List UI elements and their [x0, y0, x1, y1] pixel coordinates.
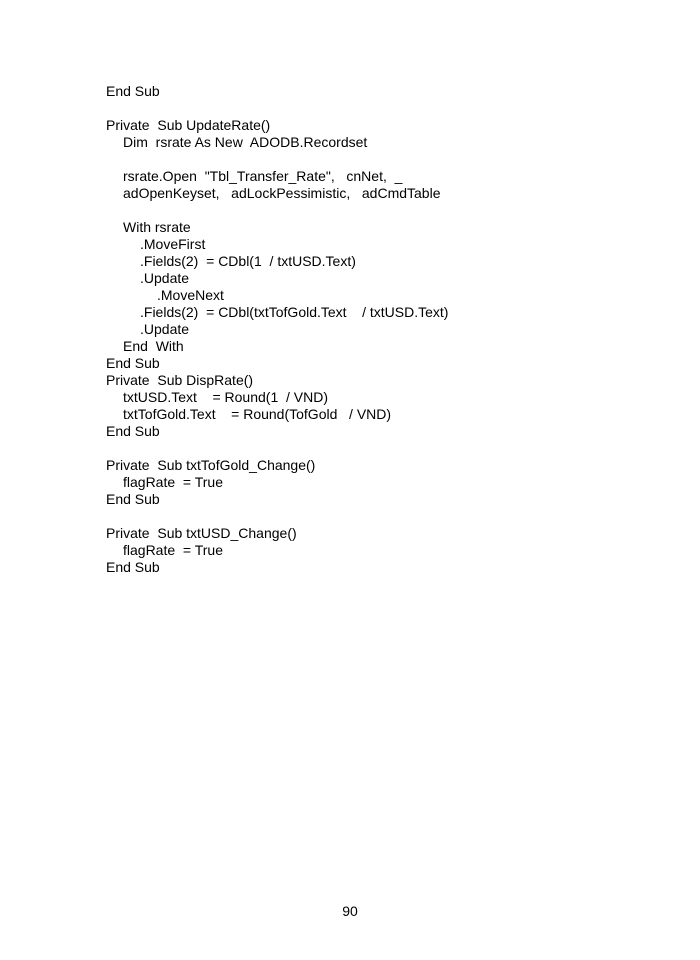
code-line: adOpenKeyset, adLockPessimistic, adCmdTable: [123, 185, 441, 201]
code-line: .MoveNext: [157, 287, 224, 303]
code-line: Private Sub DispRate(): [106, 372, 254, 388]
code-line: End Sub: [106, 355, 160, 371]
page-number: 90: [342, 903, 358, 919]
code-line: .Update: [140, 270, 190, 286]
code-line: Private Sub txtUSD_Change(): [106, 525, 297, 541]
code-line: .Fields(2) = CDbl(txtTofGold.Text / txtUSD.Text): [140, 304, 449, 320]
code-line: End Sub: [106, 559, 160, 575]
code-line: End Sub: [106, 491, 160, 507]
code-line: Dim rsrate As New ADODB.Recordset: [123, 134, 368, 150]
code-line: flagRate = True: [123, 542, 224, 558]
code-line: Private Sub UpdateRate(): [106, 117, 271, 133]
code-line: txtUSD.Text = Round(1 / VND): [123, 389, 329, 405]
code-line: rsrate.Open "Tbl_Transfer_Rate", cnNet, _: [123, 168, 403, 184]
code-line: .Fields(2) = CDbl(1 / txtUSD.Text): [140, 253, 356, 269]
code-line: .Update: [140, 321, 190, 337]
code-line: txtTofGold.Text = Round(TofGold / VND): [123, 406, 392, 422]
code-line: End Sub: [106, 423, 160, 439]
code-line: End Sub: [106, 83, 160, 99]
code-line: Private Sub txtTofGold_Change(): [106, 457, 316, 473]
code-line: .MoveFirst: [140, 236, 206, 252]
code-line: flagRate = True: [123, 474, 224, 490]
code-line: With rsrate: [123, 219, 191, 235]
code-line: End With: [123, 338, 184, 354]
